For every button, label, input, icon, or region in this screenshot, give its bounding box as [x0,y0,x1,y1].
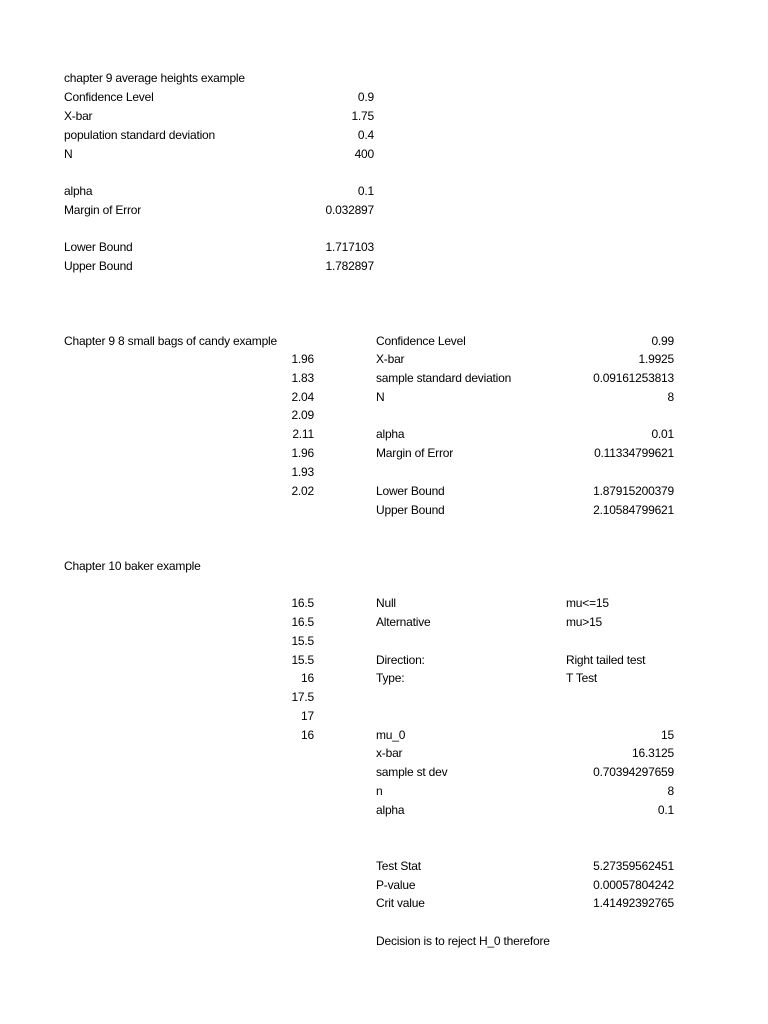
s2-value-sample-std-dev: 0.09161253813 [593,371,674,385]
s3-sample-5: 16 [301,671,314,685]
s3-value-type: T Test [566,671,598,685]
s2-label-margin-of-error: Margin of Error [376,446,454,460]
s3-value-test-stat: 5.27359562451 [593,859,674,873]
s1-value-n: 400 [354,147,374,161]
s2-label-n: N [376,390,385,404]
s2-label-upper-bound: Upper Bound [376,503,445,517]
s3-label-crit-value: Crit value [376,896,425,910]
s2-label-xbar: X-bar [376,352,405,366]
s3-label-mu0: mu_0 [376,728,406,742]
s3-label-type: Type: [376,671,405,685]
s1-value-lower-bound: 1.717103 [325,240,374,254]
s3-sample-8: 16 [301,728,314,742]
s1-label-alpha: alpha [64,184,93,198]
s2-sample-8: 2.02 [291,484,314,498]
s3-sample-7: 17 [301,709,314,723]
s3-sample-4: 15.5 [291,653,314,667]
s3-sample-1: 16.5 [291,596,314,610]
s3-label-alpha: alpha [376,803,405,817]
s3-sample-6: 17.5 [291,690,314,704]
s1-value-confidence-level: 0.9 [357,90,374,104]
s3-label-test-stat: Test Stat [376,859,421,873]
s3-label-alternative: Alternative [376,615,431,629]
s2-value-confidence-level: 0.99 [651,334,674,348]
s2-sample-2: 1.83 [291,371,314,385]
section3-title: Chapter 10 baker example [64,559,201,573]
s3-label-sample-st-dev: sample st dev [376,765,448,779]
s1-value-alpha: 0.1 [357,184,374,198]
s2-sample-5: 2.11 [292,427,314,441]
s2-sample-3: 2.04 [291,390,314,404]
s2-value-lower-bound: 1.87915200379 [593,484,674,498]
s2-value-margin-of-error: 0.11334799621 [594,446,674,460]
s3-label-p-value: P-value [376,878,416,892]
s3-value-mu0: 15 [661,728,674,742]
section1-title: chapter 9 average heights example [64,71,245,85]
s2-sample-4: 2.09 [291,408,314,422]
s3-value-n: 8 [667,784,674,798]
s1-label-confidence-level: Confidence Level [64,90,154,104]
s3-value-xbar: 16.3125 [632,746,674,760]
s3-value-p-value: 0.00057804242 [593,878,674,892]
s2-value-upper-bound: 2.10584799621 [593,503,674,517]
s2-sample-1: 1.96 [291,352,314,366]
s1-label-upper-bound: Upper Bound [64,259,133,273]
s3-value-alpha: 0.1 [657,803,674,817]
s1-value-margin-of-error: 0.032897 [325,203,374,217]
s2-label-sample-std-dev: sample standard deviation [376,371,512,385]
s1-value-xbar: 1.75 [351,109,374,123]
s3-label-n: n [376,784,383,798]
s3-value-sample-st-dev: 0.70394297659 [593,765,674,779]
s2-value-xbar: 1.9925 [638,352,674,366]
s3-sample-2: 16.5 [291,615,314,629]
s3-decision: Decision is to reject H_0 therefore [376,934,550,948]
s3-label-direction: Direction: [376,653,425,667]
s2-label-lower-bound: Lower Bound [376,484,445,498]
s1-value-upper-bound: 1.782897 [325,259,374,273]
s3-label-null: Null [376,596,396,610]
s3-value-crit-value: 1.41492392765 [593,896,674,910]
s1-label-n: N [64,147,73,161]
s2-label-confidence-level: Confidence Level [376,334,466,348]
s3-label-xbar: x-bar [376,746,403,760]
s2-value-n: 8 [667,390,674,404]
s3-value-null: mu<=15 [566,596,609,610]
s1-label-pop-std-dev: population standard deviation [64,128,215,142]
section2-title: Chapter 9 8 small bags of candy example [64,334,277,348]
s1-value-pop-std-dev: 0.4 [357,128,374,142]
s2-sample-6: 1.96 [291,446,314,460]
s1-label-xbar: X-bar [64,109,93,123]
s3-sample-3: 15.5 [291,634,314,648]
s3-value-alternative: mu>15 [566,615,603,629]
s2-value-alpha: 0.01 [651,427,674,441]
s1-label-margin-of-error: Margin of Error [64,203,142,217]
s2-label-alpha: alpha [376,427,405,441]
s2-sample-7: 1.93 [291,465,314,479]
s1-label-lower-bound: Lower Bound [64,240,133,254]
s3-value-direction: Right tailed test [566,653,646,667]
